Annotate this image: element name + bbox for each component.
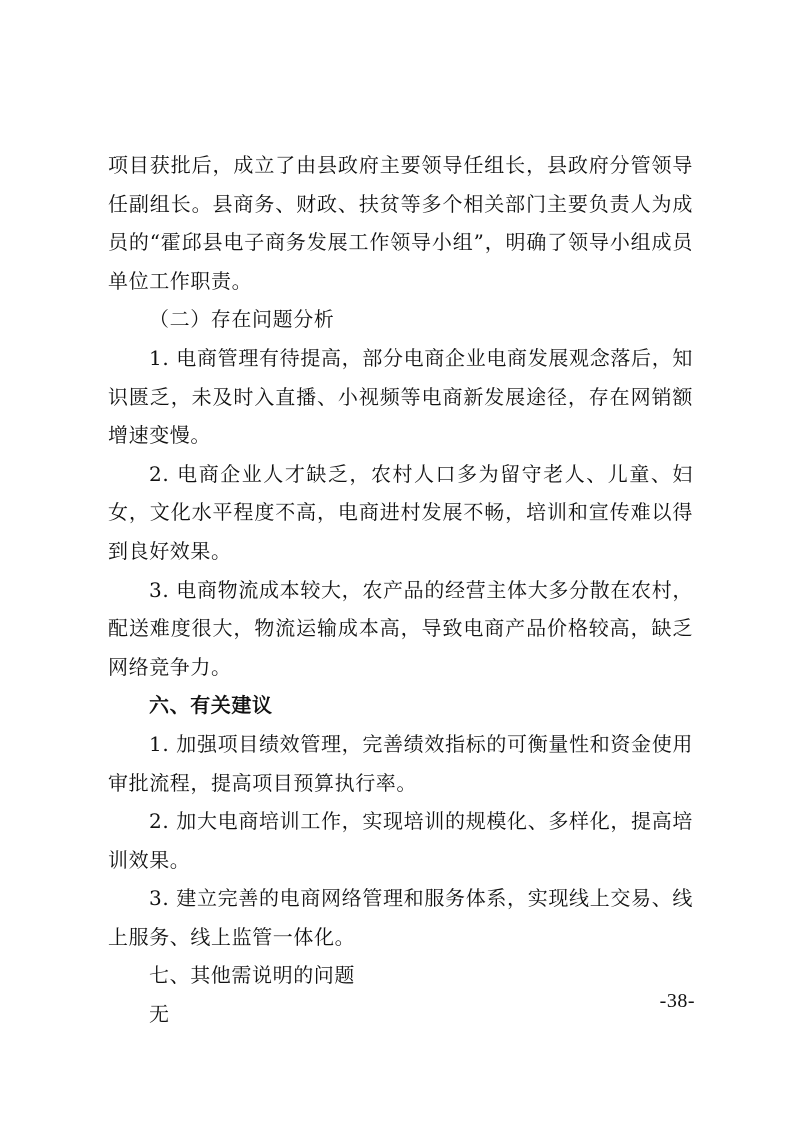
section-heading-other-issues: 七、其他需说明的问题 bbox=[149, 963, 355, 988]
page-number: -38- bbox=[659, 990, 695, 1012]
document-body bbox=[108, 146, 693, 1034]
other-issues-content: 无 bbox=[149, 1002, 170, 1027]
section-heading-suggestions: 六、有关建议 bbox=[149, 693, 273, 718]
suggestion-item-3: 3. 建立完善的电商网络管理和服务体系，实现线上交易、线上服务、线上监管一体化。 bbox=[108, 886, 693, 949]
paragraph-continuation: 项目获批后，成立了由县政府主要领导任组长，县政府分管领导任副组长。县商务、财政、扶贫等多个相关部门主要负责人为成员的“霍邱县电子商务发展工作领导小组”，明确了领导小组成员单位工作职责。 bbox=[108, 153, 693, 293]
problem-item-3: 3. 电商物流成本较大，农产品的经营主体大多分散在农村，配送难度很大，物流运输成本高，导致电商产品价格较高，缺乏网络竞争力。 bbox=[108, 577, 693, 679]
subsection-heading-problems: （二）存在问题分析 bbox=[149, 307, 335, 332]
problem-item-2: 2. 电商企业人才缺乏，农村人口多为留守老人、儿童、妇女，文化水平程度不高，电商进村发展不畅，培训和宣传难以得到良好效果。 bbox=[108, 461, 693, 563]
suggestion-item-2: 2. 加大电商培训工作，实现培训的规模化、多样化，提高培训效果。 bbox=[108, 809, 693, 872]
suggestion-item-1: 1. 加强项目绩效管理，完善绩效指标的可衡量性和资金使用审批流程，提高项目预算执行率。 bbox=[108, 731, 693, 795]
problem-item-1: 1. 电商管理有待提高，部分电商企业电商发展观念落后，知识匮乏，未及时入直播、小视频等电商新发展途径，存在网销额增速变慢。 bbox=[108, 345, 693, 448]
